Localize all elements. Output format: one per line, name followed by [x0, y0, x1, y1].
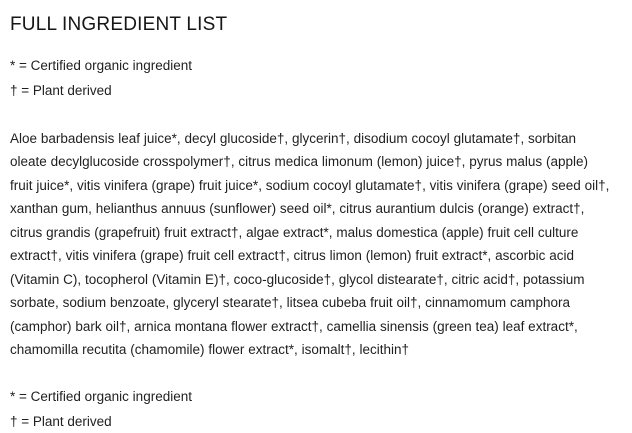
- legend-bottom: [10, 384, 612, 433]
- legend-top: [10, 53, 612, 103]
- spacer-above-ingredients: [10, 107, 612, 127]
- legend-organic-note: * = Certified organic ingredient: [10, 57, 192, 73]
- ingredients-paragraph: Aloe barbadensis leaf juice*, decyl glucoside†, glycerin†, disodium cocoyl glutamate†, sorbitan oleate decylglucoside crosspolymer†, citrus medica limonum (lemon) juice†, pyrus malus (apple) fruit juice*, vitis vinifera (grape) fruit juice*, sodium cocoyl glutamate†, vitis vinifera (grape) seed oil†, xanthan gum, helianthus annuus (sunflower) seed oil*, citrus aurantium dulcis (orange) extract†, citrus grandis (grapefruit) fruit extract†, algae extract*, malus domestica (apple) fruit cell culture extract†, vitis vinifera (grape) fruit cell extract†, citrus limon (lemon) fruit extract*, ascorbic acid (Vitamin C), tocopherol (Vitamin E)†, coco-glucoside†, glycol distearate†, citric acid†, potassium sorbate, sodium benzoate, glyceryl stearate†, litsea cubeba fruit oil†, cinnamomum camphora (camphor) bark oil†, arnica montana flower extract†, camellia sinensis (green tea) leaf extract*, chamomilla recutita (chamomile) flower extract*, isomalt†, lecithin†: [10, 130, 610, 358]
- legend-plant-derived-note-bottom: † = Plant derived: [10, 413, 112, 429]
- page-title: FULL INGREDIENT LIST: [10, 14, 228, 35]
- legend-organic-note-bottom: * = Certified organic ingredient: [10, 388, 192, 404]
- spacer-below-ingredients: [10, 362, 612, 384]
- legend-plant-derived-note: † = Plant derived: [10, 82, 112, 98]
